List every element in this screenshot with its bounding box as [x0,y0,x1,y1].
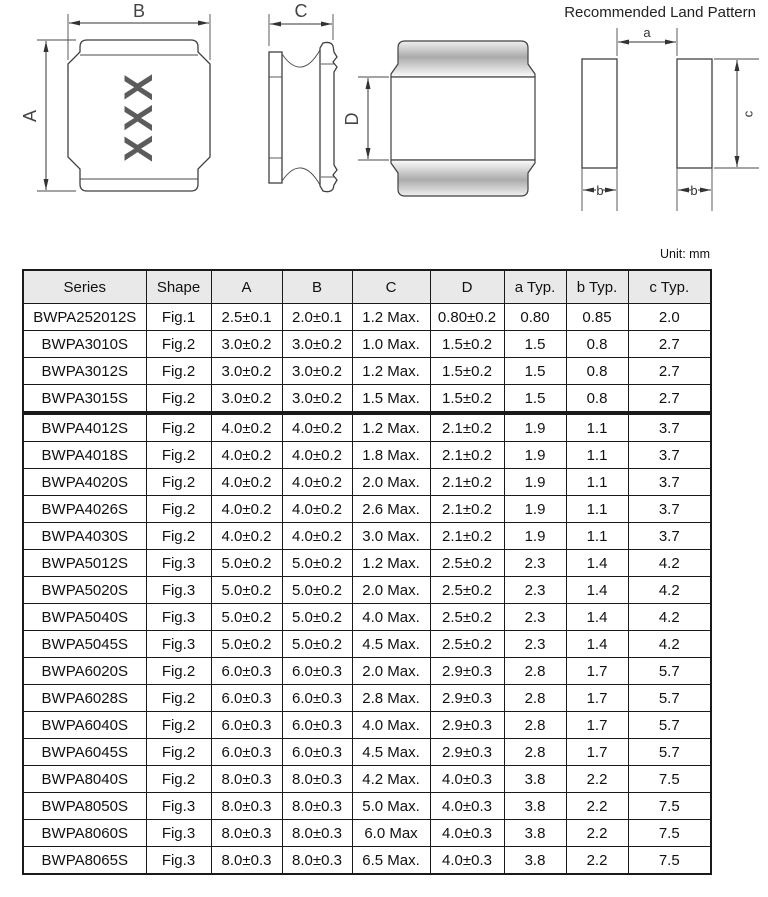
spec-cell: 2.3 [504,577,566,604]
spec-cell: 4.0±0.3 [430,766,504,793]
dim-b-left [583,183,616,198]
spec-cell: 7.5 [628,820,711,847]
table-row [23,523,711,550]
spec-cell: 7.5 [628,793,711,820]
front-view-figure [20,1,210,191]
spec-cell: 4.2 [628,631,711,658]
spec-cell: Fig.2 [146,469,211,496]
dim-c [714,59,759,168]
dim-b-right-label: b [690,183,698,198]
spec-cell: 3.0±0.2 [282,331,352,358]
spec-cell: 8.0±0.3 [211,820,282,847]
spec-cell: 1.4 [566,577,628,604]
spec-cell: 1.5 Max. [352,385,430,413]
series-cell: BWPA5040S [23,604,146,631]
table-row [23,331,711,358]
spec-cell: 8.0±0.3 [282,793,352,820]
spec-cell: 2.7 [628,358,711,385]
side-bottom-arc [282,168,320,185]
spec-cell: 1.5 [504,385,566,413]
spec-cell: 8.0±0.3 [211,847,282,875]
spec-cell: 2.9±0.3 [430,739,504,766]
spec-cell: 1.5 [504,331,566,358]
spec-cell: 3.8 [504,820,566,847]
spec-cell: 3.8 [504,793,566,820]
spec-cell: 4.0±0.2 [282,414,352,442]
spec-cell: 6.0±0.3 [282,739,352,766]
spec-cell: 0.8 [566,358,628,385]
spec-cell: 1.7 [566,685,628,712]
spec-cell: Fig.2 [146,658,211,685]
spec-cell: 0.8 [566,331,628,358]
spec-cell: 1.9 [504,523,566,550]
spec-cell: 1.7 [566,712,628,739]
dim-C-label: C [294,1,308,21]
land-pattern-title: Recommended Land Pattern [564,4,756,21]
dim-D [342,77,389,160]
spec-cell: Fig.3 [146,820,211,847]
series-cell: BWPA3010S [23,331,146,358]
column-header: Shape [146,270,211,304]
column-header: b Typ. [566,270,628,304]
spec-cell: 2.8 [504,658,566,685]
spec-cell: Fig.1 [146,304,211,331]
column-header: A [211,270,282,304]
spec-cell: 1.4 [566,550,628,577]
spec-cell: 4.0±0.2 [282,442,352,469]
spec-cell: 5.7 [628,685,711,712]
land-pad-right [677,59,712,168]
spec-cell: 8.0±0.3 [282,847,352,875]
table-row [23,658,711,685]
spec-table-group-1 [22,269,712,413]
spec-cell: 0.8 [566,385,628,413]
spec-cell: 4.0±0.2 [211,414,282,442]
spec-cell: 2.8 [504,712,566,739]
table-row [23,766,711,793]
spec-cell: 5.7 [628,739,711,766]
spec-cell: 5.0±0.2 [211,577,282,604]
dim-a [617,25,677,56]
series-cell: BWPA6040S [23,712,146,739]
spec-cell: 4.0±0.2 [211,523,282,550]
spec-cell: 6.0±0.3 [282,712,352,739]
spec-cell: 3.7 [628,523,711,550]
spec-cell: Fig.2 [146,685,211,712]
table-row [23,739,711,766]
spec-cell: 2.9±0.3 [430,685,504,712]
series-cell: BWPA8050S [23,793,146,820]
spec-cell: 4.0 Max. [352,712,430,739]
spec-cell: 2.1±0.2 [430,469,504,496]
side-left-strip [269,52,282,183]
table-row [23,604,711,631]
table-row [23,631,711,658]
spec-cell: 5.0±0.2 [211,550,282,577]
dimension-figures [0,0,768,242]
spec-cell: 4.2 [628,604,711,631]
column-header: B [282,270,352,304]
spec-cell: Fig.3 [146,577,211,604]
spec-cell: 1.0 Max. [352,331,430,358]
spec-cell: 1.1 [566,523,628,550]
series-cell: BWPA4026S [23,496,146,523]
spec-cell: 6.0±0.3 [282,658,352,685]
table-row [23,385,711,413]
spec-cell: Fig.2 [146,385,211,413]
spec-cell: 2.5±0.2 [430,631,504,658]
table-row [23,358,711,385]
table-row [23,847,711,875]
table-row [23,496,711,523]
spec-cell: 1.1 [566,442,628,469]
column-header: C [352,270,430,304]
land-pattern-figure [582,25,759,211]
spec-cell: 4.5 Max. [352,631,430,658]
series-cell: BWPA4030S [23,523,146,550]
spec-cell: 2.0 Max. [352,577,430,604]
dim-B-label: B [132,1,146,21]
spec-cell: 4.0 Max. [352,604,430,631]
table-row [23,712,711,739]
spec-cell: 1.2 Max. [352,358,430,385]
series-cell: BWPA6028S [23,685,146,712]
spec-cell: 8.0±0.3 [211,793,282,820]
spec-cell: 4.0±0.2 [211,469,282,496]
spec-cell: 1.4 [566,631,628,658]
spec-cell: 2.0 [628,304,711,331]
spec-cell: Fig.3 [146,847,211,875]
spec-cell: 7.5 [628,766,711,793]
spec-cell: 5.0±0.2 [282,604,352,631]
spec-cell: 8.0±0.3 [282,820,352,847]
spec-cell: 2.0 Max. [352,469,430,496]
spec-cell: 6.0±0.3 [282,685,352,712]
spec-cell: 3.0±0.2 [211,385,282,413]
spec-cell: 1.2 Max. [352,414,430,442]
column-header: Series [23,270,146,304]
spec-cell: 1.5±0.2 [430,331,504,358]
spec-cell: 2.8 [504,739,566,766]
spec-cell: 4.2 [628,550,711,577]
spec-cell: 3.8 [504,847,566,875]
spec-cell: 4.0±0.2 [282,496,352,523]
spec-cell: Fig.2 [146,414,211,442]
spec-cell: 5.0±0.2 [211,631,282,658]
spec-cell: 3.7 [628,469,711,496]
series-cell: BWPA8065S [23,847,146,875]
spec-cell: 0.80 [504,304,566,331]
spec-cell: 1.5±0.2 [430,358,504,385]
spec-cell: Fig.2 [146,739,211,766]
series-cell: BWPA252012S [23,304,146,331]
dim-b-right [678,183,711,198]
spec-cell: 2.1±0.2 [430,414,504,442]
series-cell: BWPA6020S [23,658,146,685]
column-header: c Typ. [628,270,711,304]
table-row [23,469,711,496]
series-cell: BWPA5020S [23,577,146,604]
spec-cell: Fig.3 [146,550,211,577]
spec-cell: 6.5 Max. [352,847,430,875]
spec-cell: 1.7 [566,739,628,766]
spec-cell: 0.85 [566,304,628,331]
spec-cell: 1.1 [566,496,628,523]
spec-cell: 2.7 [628,331,711,358]
spec-cell: 2.1±0.2 [430,523,504,550]
spec-cell: 3.0±0.2 [282,385,352,413]
spec-cell: 3.7 [628,442,711,469]
spec-cell: 2.3 [504,550,566,577]
spec-cell: Fig.3 [146,604,211,631]
drum-top-flange [391,41,535,77]
spec-cell: 4.2 Max. [352,766,430,793]
spec-cell: 2.3 [504,631,566,658]
dim-C [269,1,333,46]
spec-cell: 3.0±0.2 [282,358,352,385]
dim-D-label: D [342,112,362,126]
spec-cell: 2.3 [504,604,566,631]
spec-cell: 3.7 [628,496,711,523]
table-row [23,442,711,469]
series-cell: BWPA8060S [23,820,146,847]
spec-cell: 2.9±0.3 [430,712,504,739]
spec-cell: 2.2 [566,847,628,875]
side-terminal-profile [320,42,337,191]
dim-a-label: a [643,25,651,40]
spec-cell: 1.9 [504,496,566,523]
spec-cell: 5.7 [628,658,711,685]
series-cell: BWPA8040S [23,766,146,793]
spec-cell: 4.0±0.2 [282,469,352,496]
drum-body [391,77,535,160]
series-cell: BWPA5012S [23,550,146,577]
spec-cell: 2.0±0.1 [282,304,352,331]
spec-cell: 4.0±0.2 [282,523,352,550]
series-cell: BWPA6045S [23,739,146,766]
spec-cell: 6.0±0.3 [211,685,282,712]
spec-cell: 1.9 [504,442,566,469]
spec-cell: 2.0 Max. [352,658,430,685]
spec-cell: 5.0 Max. [352,793,430,820]
spec-cell: 6.0 Max [352,820,430,847]
spec-cell: 4.0±0.2 [211,442,282,469]
series-cell: BWPA5045S [23,631,146,658]
spec-cell: 5.0±0.2 [282,577,352,604]
spec-cell: 5.7 [628,712,711,739]
spec-cell: 8.0±0.3 [211,766,282,793]
spec-cell: 2.5±0.2 [430,550,504,577]
column-header: D [430,270,504,304]
side-view-figure [269,1,337,192]
table-header-row [23,270,711,304]
spec-cell: 2.8 Max. [352,685,430,712]
spec-cell: Fig.3 [146,631,211,658]
spec-cell: 3.0±0.2 [211,331,282,358]
spec-table-group-2 [22,413,712,875]
spec-cell: 2.5±0.2 [430,577,504,604]
spec-cell: 4.5 Max. [352,739,430,766]
table-row [23,577,711,604]
spec-cell: 2.5±0.1 [211,304,282,331]
spec-cell: 4.0±0.3 [430,847,504,875]
spec-cell: 2.2 [566,793,628,820]
spec-cell: Fig.2 [146,523,211,550]
table-row [23,793,711,820]
table-row [23,414,711,442]
side-top-arc [282,50,320,67]
spec-cell: 1.5 [504,358,566,385]
spec-cell: Fig.2 [146,496,211,523]
spec-cell: 3.8 [504,766,566,793]
spec-cell: 6.0±0.3 [211,658,282,685]
land-pad-left [582,59,617,168]
spec-cell: 2.1±0.2 [430,496,504,523]
spec-cell: 5.0±0.2 [211,604,282,631]
dim-A-label: A [20,109,40,123]
spec-cell: 1.2 Max. [352,550,430,577]
spec-cell: 2.9±0.3 [430,658,504,685]
unit-label: Unit: mm [660,247,710,261]
spec-cell: Fig.2 [146,331,211,358]
spec-cell: Fig.2 [146,358,211,385]
spec-cell: 1.4 [566,604,628,631]
column-header: a Typ. [504,270,566,304]
spec-cell: 5.0±0.2 [282,631,352,658]
spec-cell: 8.0±0.3 [282,766,352,793]
spec-cell: 2.2 [566,820,628,847]
spec-cell: 0.80±0.2 [430,304,504,331]
table-row [23,550,711,577]
spec-cell: 2.8 [504,685,566,712]
spec-cell: 4.0±0.3 [430,793,504,820]
spec-cell: 1.1 [566,414,628,442]
spec-cell: 1.9 [504,469,566,496]
spec-cell: 4.0±0.2 [211,496,282,523]
drum-view-figure [342,41,535,196]
table-row [23,304,711,331]
spec-cell: 6.0±0.3 [211,739,282,766]
spec-cell: 1.1 [566,469,628,496]
spec-cell: 7.5 [628,847,711,875]
series-cell: BWPA3015S [23,385,146,413]
spec-cell: 3.0±0.2 [211,358,282,385]
spec-cell: 2.7 [628,385,711,413]
dim-c-label: c [740,110,756,118]
spec-cell: 1.8 Max. [352,442,430,469]
spec-cell: Fig.2 [146,712,211,739]
spec-cell: 6.0±0.3 [211,712,282,739]
spec-cell: 2.5±0.2 [430,604,504,631]
dim-b-left-label: b [596,183,604,198]
spec-cell: Fig.3 [146,793,211,820]
spec-cell: 1.9 [504,414,566,442]
spec-cell: 2.2 [566,766,628,793]
table-row [23,685,711,712]
table-row [23,820,711,847]
spec-cell: 5.0±0.2 [282,550,352,577]
spec-cell: 4.2 [628,577,711,604]
spec-cell: 3.0 Max. [352,523,430,550]
spec-cell: 2.1±0.2 [430,442,504,469]
spec-cell: 3.7 [628,414,711,442]
series-cell: BWPA4012S [23,414,146,442]
part-marking: XXX [117,69,161,163]
series-cell: BWPA3012S [23,358,146,385]
spec-cell: 1.5±0.2 [430,385,504,413]
series-cell: BWPA4020S [23,469,146,496]
spec-cell: 1.7 [566,658,628,685]
spec-cell: 4.0±0.3 [430,820,504,847]
series-cell: BWPA4018S [23,442,146,469]
spec-cell: 1.2 Max. [352,304,430,331]
spec-cell: Fig.2 [146,766,211,793]
drum-bottom-flange [391,160,535,196]
spec-cell: Fig.2 [146,442,211,469]
spec-cell: 2.6 Max. [352,496,430,523]
